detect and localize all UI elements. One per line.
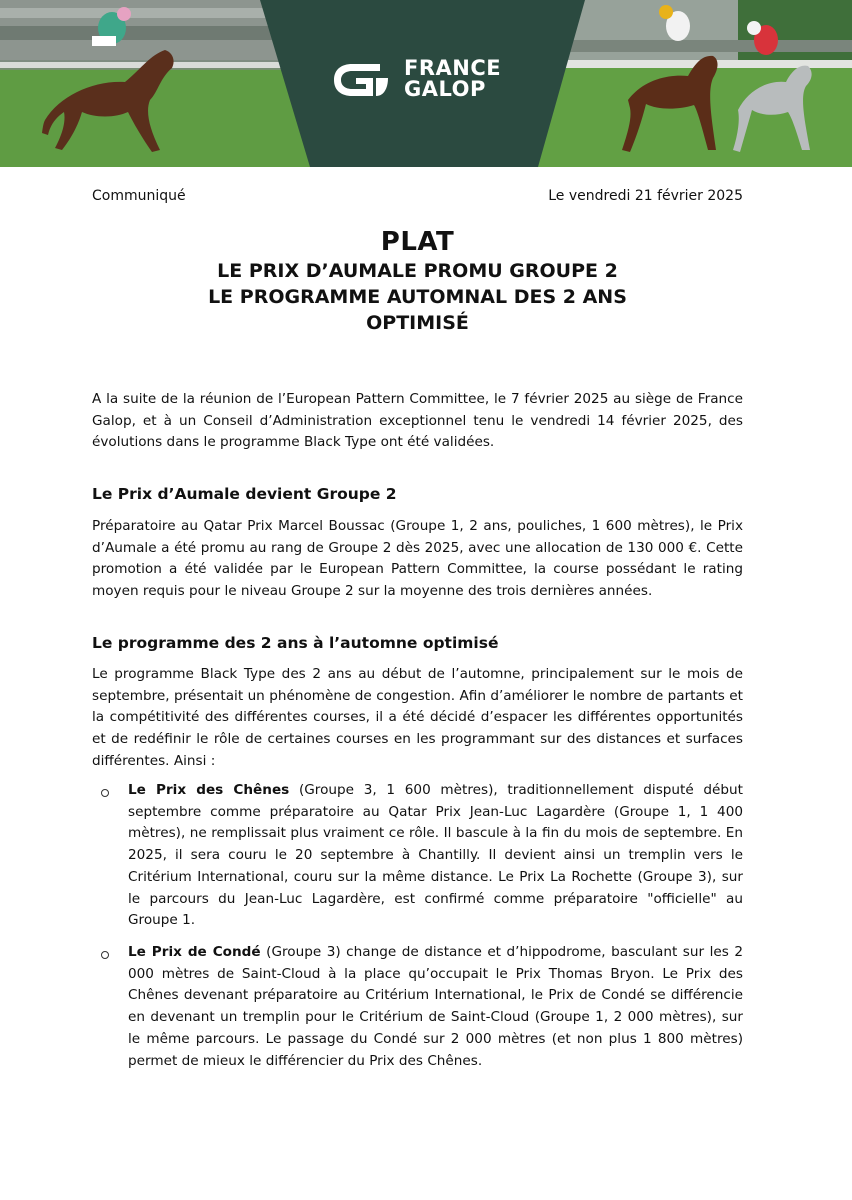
title-line-2: LE PROGRAMME AUTOMNAL DES 2 ANS [208, 286, 627, 308]
document-meta [92, 188, 743, 208]
bullet-item-prix-de-conde [128, 942, 743, 1072]
brand-name [404, 58, 501, 100]
brand-line-2: GALOP [404, 77, 486, 101]
bullet-circle-icon [101, 951, 109, 959]
section2-heading: Le programme des 2 ans à l’automne optimisé [92, 634, 499, 652]
bullet-lead: Le Prix des Chênes [128, 782, 290, 798]
title-line-3: OPTIMISÉ [366, 312, 469, 334]
document-title-block [92, 226, 743, 336]
bullet-lead: Le Prix de Condé [128, 944, 261, 960]
document-date: Le vendredi 21 février 2025 [548, 188, 743, 204]
brand-line-1: FRANCE [404, 56, 502, 80]
title-main: PLAT [380, 227, 455, 257]
bullet-body: (Groupe 3) change de distance et d’hippodrome, basculant sur les 2 000 mètres de Saint-Cloud à la place qu’occupait le Prix Thomas Bryon. Le Prix des Chênes devenant préparatoire au Critérium International, le Prix de Condé se différencie en devenant un tremplin pour le Critérium de Saint-Cloud (Groupe 1, 2 000 mètres), sur le même parcours. Le passage du Condé sur 2 000 mètres (et non plus 1 800 mètres) permet de mieux le différencier du Prix des Chênes. [128, 944, 743, 1069]
title-line-1: LE PRIX D’AUMALE PROMU GROUPE 2 [217, 260, 618, 282]
section1-heading: Le Prix d’Aumale devient Groupe 2 [92, 485, 397, 503]
bullet-item-prix-des-chenes [128, 780, 743, 932]
section1-body: Préparatoire au Qatar Prix Marcel Boussac (Groupe 1, 2 ans, pouliches, 1 600 mètres), le Prix d’Aumale a été promu au rang de Groupe 2 dès 2025, avec une allocation de 130 000 €. Cette promotion a été validée par le European Pattern Committee, la course possédant le rating moyen requis pour le niveau Groupe 2 sur la moyenne des trois dernières années. [92, 518, 743, 600]
bullet-body: (Groupe 3, 1 600 mètres), traditionnellement disputé début septembre comme préparatoire au Qatar Prix Jean-Luc Lagardère (Groupe 1, 1 400 mètres), ne remplissait plus vraiment ce rôle. Il bascule à la fin du mois de septembre. En 2025, il sera couru le 20 septembre à Chantilly. Il devient ainsi un tremplin vers le Critérium International, couru sur la même distance. Le Prix La Rochette (Groupe 3), sur le parcours du Jean-Luc Lagardère, est confirmé comme préparatoire "officielle" au Groupe 1. [128, 782, 743, 929]
section2-body: Le programme Black Type des 2 ans au début de l’automne, principalement sur le mois de septembre, présentait un phénomène de congestion. Afin d’améliorer le nombre de partants et la compétitivité des différentes courses, il a été décidé d’espacer les différentes opportunités et de redéfinir le rôle de certaines courses en les programmant sur des distances et surfaces différentes. Ainsi : [92, 666, 743, 769]
document-type: Communiqué [92, 188, 186, 204]
intro-paragraph: A la suite de la réunion de l’European Pattern Committee, le 7 février 2025 au siège de France Galop, et à un Conseil d’Administration exceptionnel tenu le vendredi 14 février 2025, des évolutions dans le programme Black Type ont été validées. [92, 391, 743, 451]
bullet-circle-icon [101, 789, 109, 797]
header-banner [0, 0, 852, 167]
france-galop-logo-icon [326, 60, 394, 100]
